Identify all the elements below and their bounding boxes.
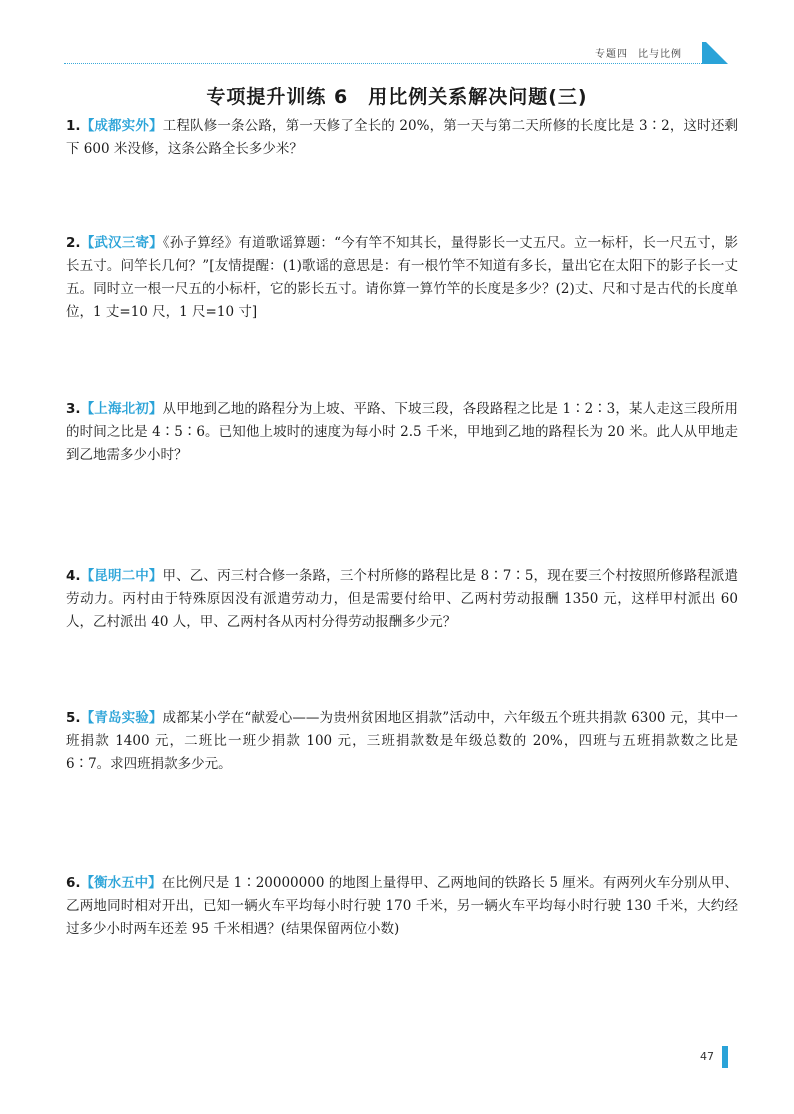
question-5 — [66, 707, 738, 776]
question-source-tag: 【成都实外】 — [80, 118, 163, 134]
question-source-tag: 【衡水五中】 — [80, 875, 162, 891]
question-3 — [66, 398, 738, 467]
question-text: 《孙子算经》有道歌谣算题：“今有竿不知其长，量得影长一丈五尺。立一标杆，长一尺五寸，影长五寸。问竿长几何？”[友情提醒：(1)歌谣的意思是：有一根竹竿不知道有多长，量出它在太阳下的影子长一丈五。同时立一根一尺五的小标杆，它的影长五寸。请你算一算竹竿的长度是多少？(2)丈、尺和寸是古代的长度单位，1 丈=10 尺，1 尺=10 寸] — [66, 235, 739, 320]
question-number: 6. — [66, 875, 81, 891]
question-text: 在比例尺是 1∶20000000 的地图上量得甲、乙两地间的铁路长 5 厘米。有两列火车分别从甲、乙两地同时相对开出，已知一辆火车平均每小时行驶 170 千米，另一辆火车平均每小时行驶 130 千米，大约经过多少小时两车还差 95 千米相遇？(结果保留两位小数) — [66, 875, 739, 937]
question-number: 3. — [66, 401, 81, 417]
page-title: 专项提升训练 6 用比例关系解决问题(三) — [206, 86, 588, 108]
question-1 — [66, 115, 738, 161]
question-source-tag: 【武汉三寄】 — [80, 235, 163, 251]
header-topic: 比与比例 — [638, 49, 682, 60]
question-6 — [66, 872, 738, 941]
question-number: 1. — [66, 118, 81, 134]
question-number: 4. — [66, 568, 81, 584]
question-text: 从甲地到乙地的路程分为上坡、平路、下坡三段，各段路程之比是 1∶2∶3，某人走这三段所用的时间之比是 4∶5∶6。已知他上坡时的速度为每小时 2.5 千米，甲地到乙地的路程长为 20 米。此人从甲地走到乙地需多少小时？ — [66, 401, 739, 463]
question-text: 甲、乙、丙三村合修一条路，三个村所修的路程比是 8∶7∶5，现在要三个村按照所修路程派遣劳动力。丙村由于特殊原因没有派遣劳动力，但是需要付给甲、乙两村劳动报酬 1350 元，这样甲村派出 60 人，乙村派出 40 人，甲、乙两村各从丙村分得劳动报酬多少元？ — [66, 568, 739, 630]
question-source-tag: 【昆明二中】 — [80, 568, 163, 584]
question-number: 2. — [66, 235, 81, 251]
running-header — [595, 45, 682, 60]
page-number-bar — [722, 1046, 728, 1068]
question-source-tag: 【青岛实验】 — [80, 710, 163, 726]
question-text: 成都某小学在“献爱心——为贵州贫困地区捐款”活动中，六年级五个班共捐款 6300 元，其中一班捐款 1400 元，二班比一班少捐款 100 元，三班捐款数是年级总数的 20%，四班与五班捐款数之比是 6∶7。求四班捐款多少元。 — [66, 710, 739, 772]
header-divider — [64, 63, 704, 64]
question-4 — [66, 565, 738, 634]
question-source-tag: 【上海北初】 — [80, 401, 163, 417]
question-text: 工程队修一条公路，第一天修了全长的 20%，第一天与第二天所修的长度比是 3∶2，这时还剩下 600 米没修，这条公路全长多少米？ — [66, 118, 739, 157]
header-tab-triangle — [706, 42, 728, 64]
page-number: 47 — [700, 1050, 714, 1063]
question-2 — [66, 232, 738, 324]
header-section: 专题四 — [595, 49, 628, 60]
question-number: 5. — [66, 710, 81, 726]
